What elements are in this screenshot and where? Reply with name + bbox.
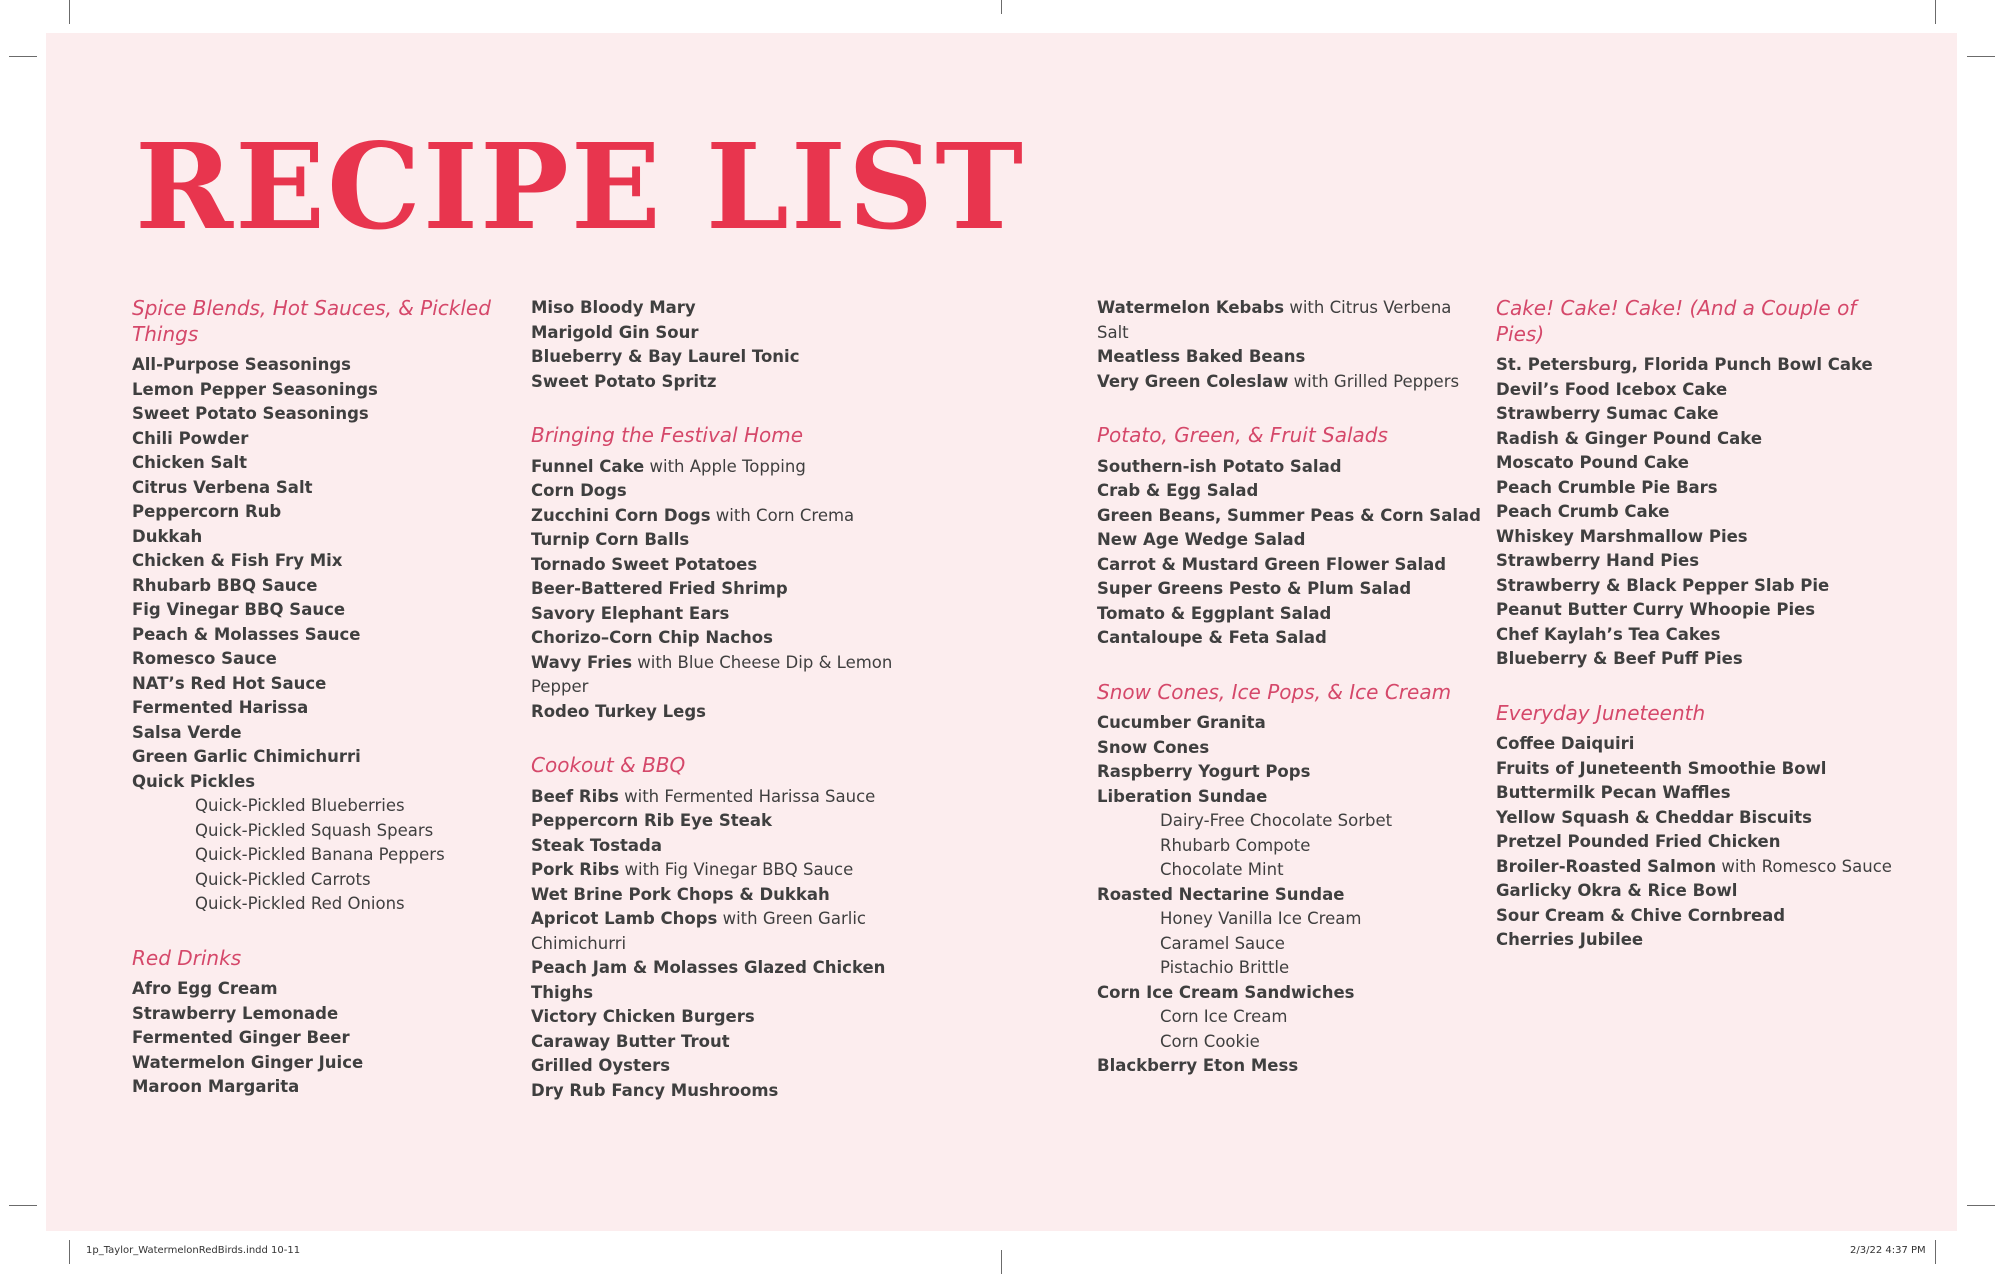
recipe-item [531, 785, 916, 810]
crop-mark [1001, 0, 1002, 14]
crop-mark [1935, 0, 1936, 24]
recipe-item [132, 574, 517, 599]
recipe-name: Southern-ish Potato Salad [1097, 456, 1342, 476]
recipe-name: Rhubarb BBQ Sauce [132, 575, 318, 595]
recipe-item [1496, 549, 1896, 574]
recipe-list [1496, 732, 1896, 953]
recipe-section [531, 423, 916, 724]
recipe-name: Super Greens Pesto & Plum Salad [1097, 579, 1412, 598]
recipe-name: All-Purpose Seasonings [132, 355, 351, 374]
recipe-subitem [132, 868, 517, 893]
recipe-list [1496, 353, 1896, 672]
recipe-item [132, 1002, 517, 1027]
recipe-accompaniment: with Romesco Sauce [1716, 856, 1892, 876]
recipe-list [531, 296, 916, 394]
recipe-item [132, 427, 517, 452]
recipe-item [1097, 602, 1482, 627]
recipe-subitem [132, 843, 517, 868]
recipe-name: Meatless Baked Beans [1097, 347, 1306, 366]
recipe-item [132, 402, 517, 427]
recipe-name: Peach & Molasses Sauce [132, 624, 361, 644]
recipe-name: Cucumber Granita [1097, 713, 1266, 732]
recipe-section [1097, 680, 1482, 1079]
recipe-accompaniment: with Citrus Verbena Salt [1097, 298, 1452, 342]
recipe-item [1496, 647, 1896, 672]
recipe-item [1496, 476, 1896, 501]
recipe-item [132, 672, 517, 697]
recipe-section [1097, 296, 1482, 394]
crop-mark [9, 1205, 37, 1206]
recipe-name: Crab & Egg Salad [1097, 481, 1259, 500]
recipe-name: Blackberry Eton Mess [1097, 1056, 1299, 1075]
recipe-item [132, 696, 517, 721]
section-heading: Red Drinks [132, 945, 242, 970]
recipe-item [132, 623, 517, 648]
recipe-item [531, 602, 916, 627]
recipe-name: Pistachio Brittle [1160, 958, 1290, 977]
recipe-item [1496, 781, 1896, 806]
recipe-name: Funnel Cake [531, 456, 645, 476]
recipe-subitem [132, 819, 517, 844]
recipe-name: Zucchini Corn Dogs [531, 505, 711, 525]
recipe-name: Quick-Pickled Blueberries [195, 796, 405, 815]
recipe-accompaniment: with Fig Vinegar BBQ Sauce [619, 860, 854, 879]
recipe-name: Miso Bloody Mary [531, 298, 696, 317]
recipe-name: Pretzel Pounded Fried Chicken [1496, 832, 1781, 851]
recipe-name: Garlicky Okra & Rice Bowl [1496, 881, 1738, 900]
recipe-list [531, 455, 916, 725]
recipe-item [1097, 455, 1482, 480]
recipe-name: Sweet Potato Spritz [531, 371, 717, 391]
recipe-item [1496, 427, 1896, 452]
recipe-item [531, 626, 916, 651]
recipe-name: Roasted Nectarine Sundae [1097, 884, 1345, 904]
recipe-accompaniment: with Fermented Harissa Sauce [618, 786, 876, 806]
recipe-name: Chicken Salt [132, 453, 248, 472]
recipe-subitem [1097, 809, 1482, 834]
recipe-subitem [132, 794, 517, 819]
recipe-item [531, 809, 916, 834]
recipe-subitem [1097, 956, 1482, 981]
recipe-name: Corn Ice Cream [1160, 1007, 1288, 1026]
recipe-section [531, 753, 916, 1103]
recipe-name: Honey Vanilla Ice Cream [1160, 909, 1362, 928]
recipe-name: Fermented Ginger Beer [132, 1028, 350, 1047]
recipe-name: Quick Pickles [132, 771, 256, 791]
recipe-name: Quick-Pickled Banana Peppers [195, 845, 445, 864]
section-heading: Snow Cones, Ice Pops, & Ice Cream [1097, 679, 1452, 704]
recipe-name: Fruits of Juneteenth Smoothie Bowl [1496, 758, 1827, 778]
crop-mark [69, 1240, 70, 1264]
recipe-name: Devil’s Food Icebox Cake [1496, 379, 1728, 399]
recipe-item [1496, 402, 1896, 427]
recipe-name: Quick-Pickled Squash Spears [195, 820, 434, 840]
recipe-accompaniment: with Green Garlic Chimichurri [531, 909, 866, 953]
recipe-item [531, 834, 916, 859]
recipe-item [132, 500, 517, 525]
recipe-name: Strawberry Hand Pies [1496, 551, 1700, 570]
recipe-accompaniment: with Grilled Peppers [1288, 371, 1460, 391]
recipe-name: Watermelon Ginger Juice [132, 1052, 364, 1072]
recipe-name: Raspberry Yogurt Pops [1097, 762, 1311, 781]
recipe-name: Wavy Fries [531, 652, 633, 672]
recipe-item [1496, 623, 1896, 648]
section-heading: Cake! Cake! Cake! (And a Couple of Pies) [1496, 296, 1857, 346]
recipe-name: Maroon Margarita [132, 1077, 300, 1096]
recipe-item [1496, 353, 1896, 378]
recipe-item [531, 553, 916, 578]
recipe-item [1496, 500, 1896, 525]
recipe-item [1496, 757, 1896, 782]
recipe-name: Quick-Pickled Carrots [195, 869, 371, 889]
recipe-list [1097, 711, 1482, 1079]
recipe-accompaniment: with Apple Topping [644, 456, 806, 476]
recipe-item [1496, 525, 1896, 550]
crop-mark [9, 56, 37, 57]
recipe-item [531, 577, 916, 602]
recipe-name: Chef Kaylah’s Tea Cakes [1496, 624, 1721, 644]
recipe-name: Fermented Harissa [132, 698, 309, 717]
recipe-item [531, 907, 916, 956]
recipe-list [132, 353, 517, 917]
recipe-item [1097, 981, 1482, 1006]
recipe-item [132, 770, 517, 795]
column-1 [132, 296, 517, 1129]
recipe-name: Cherries Jubilee [1496, 930, 1644, 949]
recipe-name: New Age Wedge Salad [1097, 530, 1306, 549]
recipe-name: Corn Ice Cream Sandwiches [1097, 982, 1355, 1002]
recipe-item [1496, 928, 1896, 953]
print-slug-date: 2/3/22 4:37 PM [1850, 1245, 1926, 1256]
recipe-name: Tomato & Eggplant Salad [1097, 603, 1332, 623]
recipe-name: Strawberry Lemonade [132, 1003, 339, 1023]
recipe-subitem [1097, 1005, 1482, 1030]
recipe-name: Victory Chicken Burgers [531, 1007, 755, 1026]
recipe-item [1097, 711, 1482, 736]
recipe-item [531, 504, 916, 529]
recipe-item [1496, 451, 1896, 476]
crop-mark [1967, 1205, 1995, 1206]
page-title: RECIPE LIST [135, 117, 1026, 256]
recipe-name: Whiskey Marshmallow Pies [1496, 526, 1748, 546]
recipe-item [1496, 879, 1896, 904]
recipe-item [132, 451, 517, 476]
recipe-section [132, 296, 517, 917]
recipe-name: Corn Cookie [1160, 1031, 1260, 1051]
recipe-name: Quick-Pickled Red Onions [195, 894, 405, 913]
recipe-item [132, 745, 517, 770]
recipe-name: Snow Cones [1097, 737, 1210, 757]
recipe-item [132, 353, 517, 378]
recipe-name: Peanut Butter Curry Whoopie Pies [1496, 600, 1816, 619]
recipe-item [132, 1075, 517, 1100]
recipe-name: Radish & Ginger Pound Cake [1496, 428, 1763, 448]
recipe-section [1097, 423, 1482, 651]
recipe-item [1097, 760, 1482, 785]
recipe-item [1496, 904, 1896, 929]
recipe-subitem [1097, 932, 1482, 957]
recipe-item [531, 858, 916, 883]
recipe-item [1097, 296, 1482, 345]
recipe-list [1097, 455, 1482, 651]
recipe-name: Blueberry & Beef Puff Pies [1496, 649, 1743, 668]
recipe-name: Grilled Oysters [531, 1056, 671, 1075]
recipe-name: Peppercorn Rub [132, 502, 282, 521]
recipe-name: Watermelon Kebabs [1097, 298, 1285, 317]
recipe-accompaniment: with Blue Cheese Dip & Lemon Pepper [531, 652, 893, 696]
recipe-section [1496, 701, 1896, 953]
recipe-name: Romesco Sauce [132, 649, 277, 668]
column-3 [1097, 296, 1482, 1108]
recipe-name: Carrot & Mustard Green Flower Salad [1097, 554, 1447, 574]
recipe-item [1097, 626, 1482, 651]
recipe-item [132, 977, 517, 1002]
recipe-name: Chili Powder [132, 428, 249, 448]
recipe-name: Dairy-Free Chocolate Sorbet [1160, 811, 1393, 830]
recipe-subitem [1097, 858, 1482, 883]
recipe-item [132, 525, 517, 550]
recipe-item [1097, 553, 1482, 578]
recipe-item [1097, 1054, 1482, 1079]
recipe-item [1097, 345, 1482, 370]
recipe-name: St. Petersburg, Florida Punch Bowl Cake [1496, 355, 1873, 374]
recipe-item [132, 721, 517, 746]
recipe-name: Green Garlic Chimichurri [132, 747, 361, 766]
recipe-name: Salsa Verde [132, 722, 242, 742]
recipe-item [132, 1051, 517, 1076]
recipe-name: Rodeo Turkey Legs [531, 701, 707, 721]
recipe-name: Coffee Daiquiri [1496, 734, 1635, 753]
recipe-name: Buttermilk Pecan Waffles [1496, 783, 1731, 802]
recipe-name: Pork Ribs [531, 860, 620, 879]
section-heading: Cookout & BBQ [531, 753, 686, 777]
recipe-name: Fig Vinegar BBQ Sauce [132, 600, 346, 619]
recipe-name: Dukkah [132, 526, 203, 546]
recipe-name: Strawberry Sumac Cake [1496, 404, 1719, 423]
recipe-name: Savory Elephant Ears [531, 603, 730, 623]
section-heading: Bringing the Festival Home [531, 423, 804, 447]
recipe-item [1097, 528, 1482, 553]
recipe-name: Very Green Coleslaw [1097, 371, 1289, 391]
recipe-item [1097, 883, 1482, 908]
recipe-item [1496, 806, 1896, 831]
recipe-name: Citrus Verbena Salt [132, 477, 313, 497]
recipe-name: Beef Ribs [531, 786, 619, 806]
recipe-item [531, 1079, 916, 1104]
recipe-name: Apricot Lamb Chops [531, 909, 718, 928]
recipe-name: Beer-Battered Fried Shrimp [531, 579, 788, 598]
recipe-subitem [1097, 1030, 1482, 1055]
recipe-item [132, 647, 517, 672]
recipe-subitem [1097, 834, 1482, 859]
section-heading: Spice Blends, Hot Sauces, & Pickled Things [132, 296, 491, 346]
recipe-item [531, 528, 916, 553]
recipe-name: Peppercorn Rib Eye Steak [531, 811, 772, 830]
recipe-item [531, 455, 916, 480]
recipe-name: Caramel Sauce [1160, 933, 1285, 953]
column-2 [531, 296, 916, 1132]
recipe-name: Turnip Corn Balls [531, 530, 690, 549]
recipe-item [1097, 736, 1482, 761]
recipe-name: Wet Brine Pork Chops & Dukkah [531, 884, 830, 904]
recipe-name: Broiler-Roasted Salmon [1496, 856, 1717, 876]
recipe-item [1097, 504, 1482, 529]
recipe-item [1097, 785, 1482, 810]
recipe-name: Afro Egg Cream [132, 979, 278, 998]
section-heading: Everyday Juneteenth [1496, 700, 1706, 725]
recipe-name: Moscato Pound Cake [1496, 453, 1689, 472]
recipe-name: Green Beans, Summer Peas & Corn Salad [1097, 505, 1481, 525]
recipe-item [531, 1030, 916, 1055]
section-heading: Potato, Green, & Fruit Salads [1097, 423, 1388, 447]
recipe-item [1496, 598, 1896, 623]
recipe-item [531, 321, 916, 346]
recipe-section [1496, 296, 1896, 672]
recipe-name: Lemon Pepper Seasonings [132, 379, 378, 399]
recipe-name: Chocolate Mint [1160, 860, 1284, 879]
crop-mark [1001, 1250, 1002, 1274]
crop-mark [1967, 56, 1995, 57]
recipe-name: Steak Tostada [531, 835, 663, 855]
recipe-item [531, 370, 916, 395]
recipe-list [531, 785, 916, 1104]
recipe-item [132, 378, 517, 403]
recipe-item [1097, 479, 1482, 504]
recipe-name: Chorizo–Corn Chip Nachos [531, 628, 773, 647]
recipe-name: Peach Jam & Molasses Glazed Chicken Thighs [531, 958, 886, 1002]
recipe-subitem [1097, 907, 1482, 932]
recipe-item [531, 296, 916, 321]
recipe-item [531, 883, 916, 908]
recipe-item [1097, 577, 1482, 602]
recipe-list [132, 977, 517, 1100]
recipe-item [1496, 732, 1896, 757]
crop-mark [1935, 1240, 1936, 1264]
recipe-name: Sour Cream & Chive Cornbread [1496, 905, 1786, 925]
crop-mark [69, 0, 70, 24]
recipe-name: Peach Crumble Pie Bars [1496, 477, 1718, 497]
recipe-name: Chicken & Fish Fry Mix [132, 551, 343, 570]
recipe-item [531, 479, 916, 504]
recipe-name: Strawberry & Black Pepper Slab Pie [1496, 575, 1830, 595]
recipe-item [1097, 370, 1482, 395]
recipe-name: Tornado Sweet Potatoes [531, 554, 758, 574]
recipe-item [531, 651, 916, 700]
recipe-item [132, 1026, 517, 1051]
recipe-item [531, 1005, 916, 1030]
recipe-item [1496, 574, 1896, 599]
recipe-subitem [132, 892, 517, 917]
recipe-name: Yellow Squash & Cheddar Biscuits [1496, 807, 1812, 827]
recipe-item [531, 345, 916, 370]
recipe-name: NAT’s Red Hot Sauce [132, 673, 327, 693]
recipe-name: Rhubarb Compote [1160, 835, 1311, 855]
recipe-item [531, 700, 916, 725]
recipe-item [132, 598, 517, 623]
recipe-name: Peach Crumb Cake [1496, 502, 1670, 521]
recipe-name: Blueberry & Bay Laurel Tonic [531, 347, 800, 366]
recipe-name: Sweet Potato Seasonings [132, 404, 369, 423]
recipe-section [531, 296, 916, 394]
recipe-accompaniment: with Corn Crema [710, 505, 855, 525]
recipe-item [132, 549, 517, 574]
recipe-name: Cantaloupe & Feta Salad [1097, 628, 1327, 647]
recipe-item [1496, 830, 1896, 855]
recipe-item [1496, 855, 1896, 880]
recipe-item [531, 956, 916, 1005]
recipe-name: Liberation Sundae [1097, 786, 1268, 806]
print-slug-file: 1p_Taylor_WatermelonRedBirds.indd 10-11 [86, 1245, 301, 1256]
recipe-name: Marigold Gin Sour [531, 322, 699, 342]
recipe-name: Corn Dogs [531, 481, 627, 500]
recipe-item [1496, 378, 1896, 403]
recipe-item [132, 476, 517, 501]
recipe-name: Caraway Butter Trout [531, 1031, 730, 1051]
recipe-section [132, 946, 517, 1100]
recipe-list [1097, 296, 1482, 394]
recipe-item [531, 1054, 916, 1079]
column-4 [1496, 296, 1896, 982]
recipe-name: Dry Rub Fancy Mushrooms [531, 1080, 779, 1100]
